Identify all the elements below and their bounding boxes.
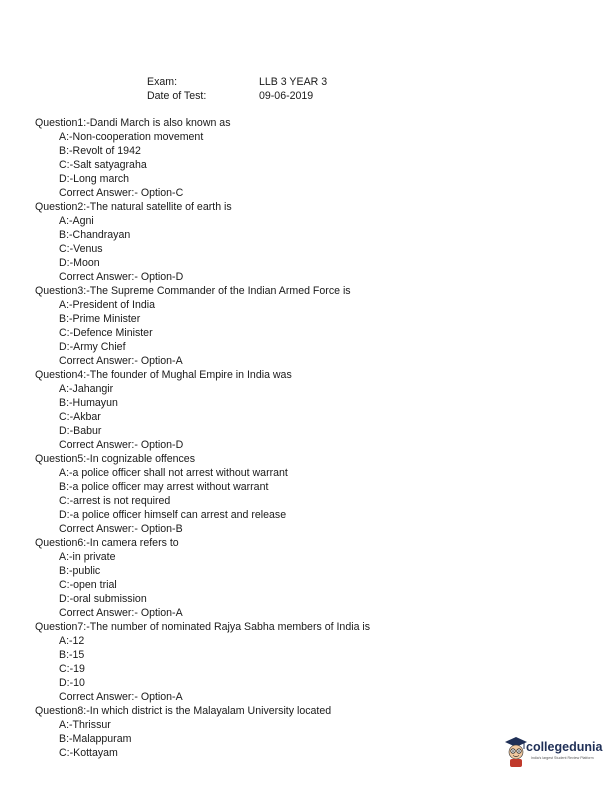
question-block xyxy=(35,620,595,704)
question-text: Question8:-In which district is the Malayalam University located xyxy=(35,705,332,717)
option-c: C:-Venus xyxy=(59,243,103,255)
correct-answer: Correct Answer:- Option-C xyxy=(59,187,184,199)
date-value: 09-06-2019 xyxy=(259,90,314,102)
correct-answer: Correct Answer:- Option-D xyxy=(59,439,184,451)
correct-answer: Correct Answer:- Option-D xyxy=(59,271,184,283)
question-block xyxy=(35,284,595,368)
option-c: C:-Defence Minister xyxy=(59,327,153,339)
option-c: C:-arrest is not required xyxy=(59,495,171,507)
option-c: C:-Salt satyagraha xyxy=(59,159,147,171)
option-a: A:-President of India xyxy=(59,299,155,311)
option-b: B:-Prime Minister xyxy=(59,313,141,325)
option-a: A:-Jahangir xyxy=(59,383,114,395)
question-text: Question5:-In cognizable offences xyxy=(35,453,195,465)
option-b: B:-Malappuram xyxy=(59,733,132,745)
option-d: D:-Babur xyxy=(59,425,102,437)
date-label: Date of Test: xyxy=(147,90,207,102)
logo-tagline: India's largest Student Review Platform xyxy=(531,756,594,760)
question-list xyxy=(35,116,595,760)
correct-answer: Correct Answer:- Option-A xyxy=(59,691,183,703)
exam-row xyxy=(147,75,327,89)
option-a: A:-12 xyxy=(59,635,85,647)
question-text: Question7:-The number of nominated Rajya Sabha members of India is xyxy=(35,621,371,633)
option-d: D:-Moon xyxy=(59,257,100,269)
question-block xyxy=(35,116,595,200)
option-b: B:-a police officer may arrest without warrant xyxy=(59,481,269,493)
option-c: C:-open trial xyxy=(59,579,117,591)
question-block xyxy=(35,452,595,536)
option-c: C:-Kottayam xyxy=(59,747,118,759)
question-text: Question3:-The Supreme Commander of the Indian Armed Force is xyxy=(35,285,351,297)
option-b: B:-15 xyxy=(59,649,85,661)
option-d: D:-Army Chief xyxy=(59,341,126,353)
student-mascot-icon xyxy=(504,735,528,769)
correct-answer: Correct Answer:- Option-A xyxy=(59,355,183,367)
option-b: B:-Chandrayan xyxy=(59,229,131,241)
question-text: Question4:-The founder of Mughal Empire in India was xyxy=(35,369,292,381)
question-text: Question6:-In camera refers to xyxy=(35,537,179,549)
option-d: D:-oral submission xyxy=(59,593,147,605)
option-a: A:-Thrissur xyxy=(59,719,111,731)
option-c: C:-Akbar xyxy=(59,411,101,423)
logo-wordmark: collegedunia xyxy=(526,740,603,754)
correct-answer: Correct Answer:- Option-B xyxy=(59,523,183,535)
option-d: D:-a police officer himself can arrest and release xyxy=(59,509,287,521)
correct-answer: Correct Answer:- Option-A xyxy=(59,607,183,619)
option-d: D:-10 xyxy=(59,677,85,689)
exam-label: Exam: xyxy=(147,76,178,88)
option-a: A:-in private xyxy=(59,551,116,563)
question-block xyxy=(35,200,595,284)
exam-value: LLB 3 YEAR 3 xyxy=(259,76,328,88)
option-d: D:-Long march xyxy=(59,173,130,185)
question-text: Question2:-The natural satellite of earth is xyxy=(35,201,232,213)
option-a: A:-Agni xyxy=(59,215,94,227)
collegedunia-logo xyxy=(504,735,608,771)
exam-header xyxy=(147,75,327,103)
question-text: Question1:-Dandi March is also known as xyxy=(35,117,231,129)
option-b: B:-Revolt of 1942 xyxy=(59,145,141,157)
option-c: C:-19 xyxy=(59,663,85,675)
option-b: B:-Humayun xyxy=(59,397,118,409)
question-block xyxy=(35,368,595,452)
option-a: A:-a police officer shall not arrest without warrant xyxy=(59,467,288,479)
option-b: B:-public xyxy=(59,565,101,577)
date-row xyxy=(147,89,327,103)
question-block xyxy=(35,536,595,620)
option-a: A:-Non-cooperation movement xyxy=(59,131,204,143)
